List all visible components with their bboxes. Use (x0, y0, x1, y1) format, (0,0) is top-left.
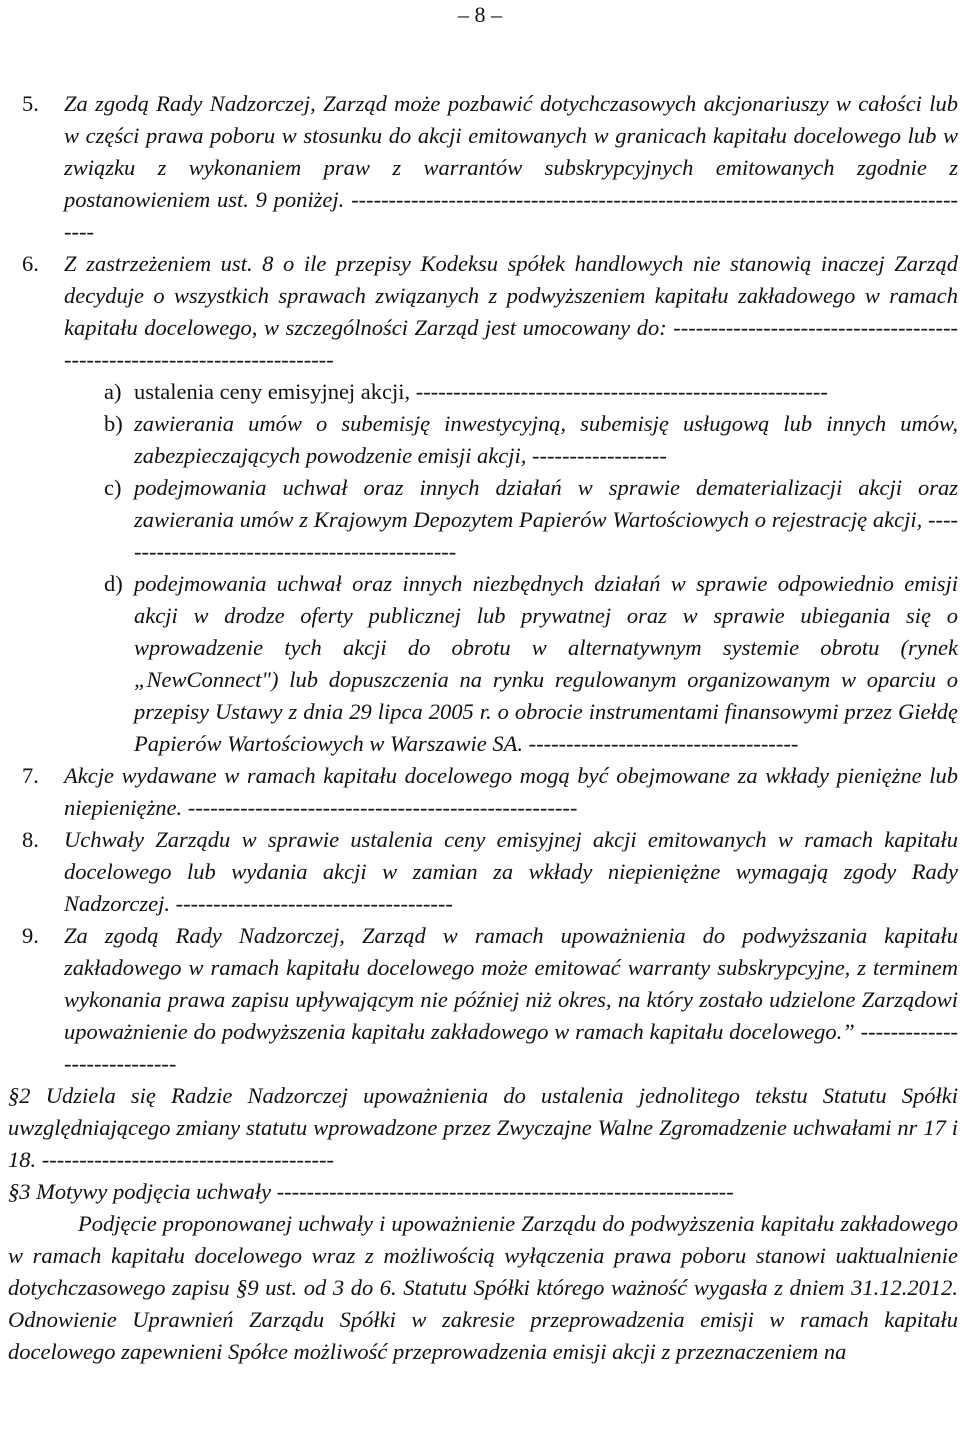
sub-item-letter: b) (104, 411, 123, 436)
item-number: 5. (22, 91, 39, 116)
item-text-body: Za zgodą Rady Nadzorczej, Zarząd może pozbawić dotychczasowych akcjonariuszy w całości lub w części prawa poboru w stosunku do akcji emitowanych w granicach kapitału docelowego lub w związku z wykonaniem praw z warrantów subskrypcyjnych emitowanych zgodnie z postanowieniem ust. 9 poniżej. (64, 91, 958, 212)
sub-item-text-body: podejmowania uchwał oraz innych niezbędnych działań w sprawie odpowiednio emisji akcji w drodze oferty publicznej lub prywatnej oraz w sprawie ubiegania się o wprowadzenie tych akcji do obrotu w alternatywnym systemie obrotu (rynek „NewConnect") lub dopuszczenia na rynku regulowanym organizowanym w oparciu o przepisy Ustawy z dnia 29 lipca 2005 r. o obrocie instrumentami finansowymi przez Giełdę Papierów Wartościowych w Warszawie SA. (134, 571, 958, 756)
item-text (64, 760, 958, 824)
dash-filler: ----------------------------------------------- (134, 507, 958, 564)
item-number: 7. (22, 763, 39, 788)
sub-item-letter: c) (104, 475, 122, 500)
sub-item-text (134, 408, 958, 472)
dash-filler: ------------------------------------- (175, 891, 453, 916)
dash-filler: --------------------------------------- (41, 1147, 334, 1172)
sub-item-a (8, 376, 958, 408)
dash-filler: ------------------------------------ (528, 731, 799, 756)
item-text-body: Uchwały Zarządu w sprawie ustalenia ceny emisyjnej akcji emitowanych w ramach kapitału docelowego lub wydania akcji w zamian za wkłady niepieniężne wymagają zgody Rady Nadzorczej. (64, 827, 958, 916)
dash-filler: ------------------------------------------------------------------------------------- (64, 187, 959, 244)
sub-item-text-body: ustalenia ceny emisyjnej akcji, (134, 379, 411, 404)
section-2-paragraph (8, 1080, 958, 1176)
list-item-6 (8, 248, 958, 376)
sub-item-c (8, 472, 958, 568)
list-item-8 (8, 824, 958, 920)
sub-item-b (8, 408, 958, 472)
section-2-text: §2 Udziela się Radzie Nadzorczej upoważnienia do ustalenia jednolitego tekstu Statutu Spółki uwzględniającego zmiany statutu wprowadzone przez Zwyczajne Walne Zgromadzenie uchwałami nr 17 i 18. (8, 1083, 958, 1172)
motives-text: Podjęcie proponowanej uchwały i upoważnienie Zarządu do podwyższenia kapitału zakładowego w ramach kapitału docelowego wraz z możliwością wyłączenia prawa poboru stanowi uaktualnienie dotychczasowego zapisu §9 ust. od 3 do 6. Statutu Spółki którego ważność wygasła z dniem 31.12.2012. Odnowienie Uprawnień Zarządu Spółki w zakresie przeprowadzenia emisji w ramach kapitału docelowego zapewnieni Spółce możliwość przeprowadzenia emisji akcji z przeznaczeniem na (8, 1211, 958, 1364)
sub-item-text (134, 472, 958, 568)
item-text-body: Z zastrzeżeniem ust. 8 o ile przepisy Kodeksu spółek handlowych nie stanowią inaczej Zarząd decyduje o wszystkich sprawach związanych z podwyższeniem kapitału zakładowego w ramach kapitału docelowego, w szczególności Zarząd jest umocowany do: (64, 251, 958, 340)
motives-paragraph (8, 1208, 958, 1368)
dash-filler: ------------------ (532, 443, 667, 468)
sub-item-text (134, 376, 958, 408)
sub-item-text (134, 568, 958, 760)
item-text (64, 88, 958, 248)
list-item-9 (8, 920, 958, 1080)
item-text (64, 824, 958, 920)
sub-item-text-body: podejmowania uchwał oraz innych działań w sprawie dematerializacji akcji oraz zawierania umów z Krajowym Depozytem Papierów Wartościowych o rejestrację akcji, (134, 475, 958, 532)
sub-item-letter: a) (104, 379, 122, 404)
dash-filler: ---------------------------- (64, 1019, 958, 1076)
list-item-5 (8, 88, 958, 248)
dash-filler: ------------------------------------------------------- (415, 379, 828, 404)
item-number: 8. (22, 827, 39, 852)
item-text-body: Akcje wydawane w ramach kapitału docelowego mogą być obejmowane za wkłady pieniężne lub niepieniężne. (64, 763, 958, 820)
section-3-heading (8, 1176, 958, 1208)
sub-item-letter: d) (104, 571, 123, 596)
dash-filler: ------------------------------------------------------------- (276, 1179, 734, 1204)
item-text-body: Za zgodą Rady Nadzorczej, Zarząd w ramach upoważnienia do podwyższania kapitału zakładowego w ramach kapitału docelowego może emitować warranty subskrypcyjne, z terminem wykonania prawa zapisu upływającym nie później niż okres, na który zostało udzielone Zarządowi upoważnienie do podwyższenia kapitału zakładowego w ramach kapitału docelowego.” (64, 923, 958, 1044)
dash-filler: ---------------------------------------------------- (187, 795, 578, 820)
section-3-text: §3 Motywy podjęcia uchwały (8, 1179, 272, 1204)
dash-filler: -------------------------------------------------------------------------- (64, 315, 958, 372)
list-item-7 (8, 760, 958, 824)
document-body (8, 88, 958, 1368)
page-number: – 8 – (458, 2, 502, 27)
item-text (64, 248, 958, 376)
item-number: 9. (22, 923, 39, 948)
sub-item-text-body: zawierania umów o subemisję inwestycyjną, subemisję usługową lub innych umów, zabezpieczających powodzenie emisji akcji, (134, 411, 958, 468)
item-number: 6. (22, 251, 39, 276)
sub-item-d (8, 568, 958, 760)
item-text (64, 920, 958, 1080)
